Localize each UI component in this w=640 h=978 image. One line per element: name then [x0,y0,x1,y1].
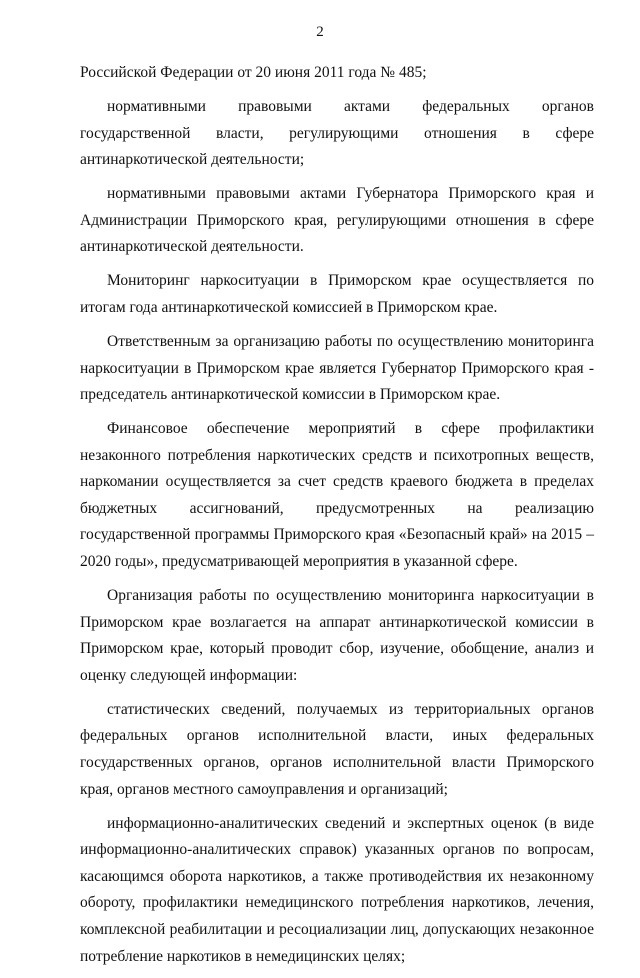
paragraph: нормативными правовыми актами федеральных органов государственной власти, регулирующими отношения в сфере антинаркотической деятельности; [80,97,594,169]
paragraph: Организация работы по осуществлению мониторинга наркоситуации в Приморском крае возлагается на аппарат антинаркотической комиссии в Приморском крае, который проводит сбор, изучение, обобщение, анализ и оценку следующей информации: [80,587,594,684]
paragraph: Финансовое обеспечение мероприятий в сфере профилактики незаконного потребления наркотических средств и психотропных веществ, наркомании осуществляется за счет средств краевого бюджета в пределах бюджетных ассигнований, предусмотренных на реализацию государственной программы Приморского края «Безопасный край» на 2015 – 2020 годы», предусматривающей мероприятия в указанной сфере. [80,420,594,571]
paragraph: Мониторинг наркоситуации в Приморском крае осуществляется по итогам года антинаркотической комиссией в Приморском крае. [80,272,594,316]
paragraph: Ответственным за организацию работы по осуществлению мониторинга наркоситуации в Приморском крае является Губернатор Приморского края - председатель антинаркотической комиссии в Приморском крае. [80,332,594,404]
paragraph: информационно-аналитических сведений и экспертных оценок (в виде информационно-аналитических справок) указанных органов по вопросам, касающимся оборота наркотиков, а также противодействия их незаконному обороту, профилактики немедицинского потребления наркотиков, лечения, комплексной реабилитации и ресоциализации лиц, допускающих незаконное потребление наркотиков в немедицинских целях; [80,814,594,965]
paragraph: Российской Федерации от 20 июня 2011 года № 485; [80,64,427,81]
document-body [80,60,594,978]
paragraph: статистических сведений, получаемых из территориальных органов федеральных органов исполнительной власти, иных федеральных государственных органов, органов исполнительной власти Приморского края, органов местного самоуправления и организаций; [80,700,594,798]
page-number: 2 [316,24,324,40]
paragraph: нормативными правовыми актами Губернатора Приморского края и Администрации Приморского края, регулирующими отношения в сфере антинаркотической деятельности. [80,185,594,256]
